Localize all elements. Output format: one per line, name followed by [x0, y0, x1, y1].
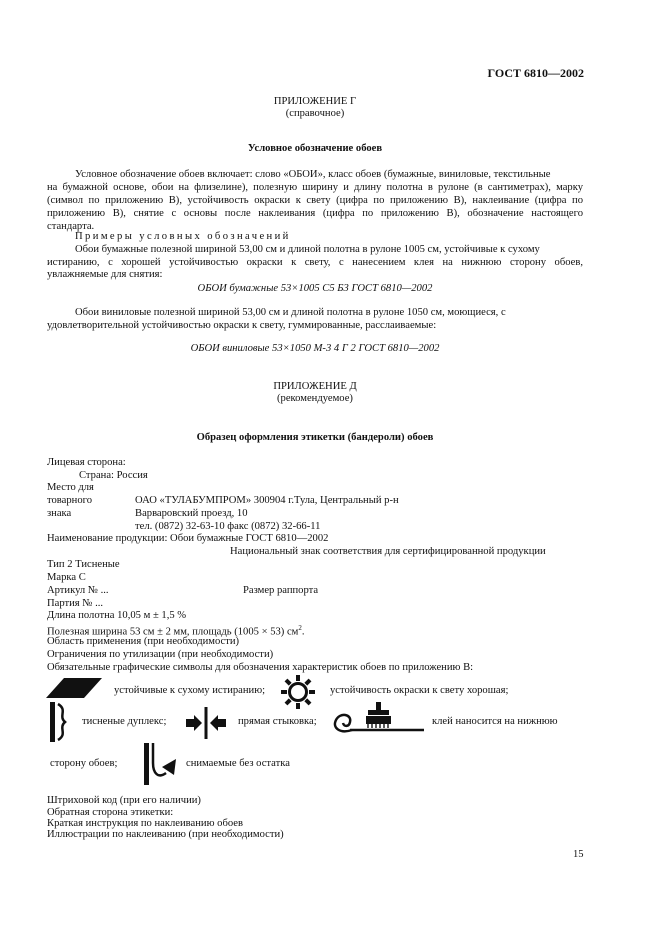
front-side-label: Лицевая сторона:	[47, 457, 126, 468]
example-line: Обои виниловые полезной шириной 53,00 см и длиной полотна в рулоне 1050 см, моющиеся, с	[75, 307, 506, 318]
company-line-3: тел. (0872) 32-63-10 факс (0872) 32-66-11	[135, 521, 321, 532]
examples-label: Примеры условных обозначений	[75, 231, 291, 242]
disposal-limits: Ограничения по утилизации (при необходимости)	[47, 649, 274, 660]
repeat-size: Размер раппорта	[243, 585, 319, 596]
example-1-designation: ОБОИ бумажные 53×1005 С5 Б3 ГОСТ 6810—2002	[197, 283, 433, 294]
trademark-place-2: товарного	[47, 495, 92, 506]
width-area-text: Полезная ширина 53 см ± 2 мм, площадь (1005 × 53) см	[47, 626, 299, 638]
application-area: Область применения (при необходимости)	[47, 636, 240, 647]
sun-icon	[281, 675, 315, 709]
appendix-g-title: ПРИЛОЖЕНИЕ Г	[273, 96, 357, 107]
batch: Партия № ...	[47, 598, 104, 609]
barcode-line: Штриховой код (при его наличии)	[47, 795, 201, 806]
paragraph-line: стандарта.	[47, 221, 95, 232]
appendix-g-status: (справочное)	[285, 108, 345, 119]
instruction-line: Краткая инструкция по наклеиванию обоев	[47, 818, 243, 829]
symbols-intro: Обязательные графические символы для обозначения характеристик обоев по приложению В:	[47, 662, 474, 673]
adhesive-back-icon	[330, 702, 424, 736]
removable-label: снимаемые без остатка	[186, 758, 290, 769]
company-line-2: Варваровский проезд, 10	[135, 508, 248, 519]
illustrations-line: Иллюстрации по наклеиванию (при необходимости)	[47, 829, 284, 840]
dry-abrasion-icon	[46, 676, 102, 700]
width-area-sup: 2	[298, 624, 302, 632]
wallpaper-type: Тип 2 Тисненые	[47, 559, 120, 570]
length: Длина полотна 10,05 м ± 1,5 %	[47, 610, 187, 621]
straight-match-icon	[186, 707, 226, 739]
paragraph-line: на бумажной основе, обои на флизелине), полезную ширину и длину полотна в рулоне (в сантиметрах), марку	[47, 182, 583, 193]
adhesive-label-cont: сторону обоев;	[50, 758, 118, 769]
national-mark: Национальный знак соответствия для сертифицированной продукции	[230, 546, 546, 557]
light-fastness-label: устойчивость окраски к свету хорошая;	[330, 685, 509, 696]
example-2-designation: ОБОИ виниловые 53×1050 М-3 4 Г 2 ГОСТ 6810—2002	[190, 343, 440, 354]
country: Страна: Россия	[79, 470, 148, 481]
paragraph-line: приложению В), снятие с основы после наклеивания (цифра по приложению В), обозначение настоящего	[47, 208, 583, 219]
appendix-d-status: (рекомендуемое)	[277, 393, 353, 404]
dry-abrasion-label: устойчивые к сухому истиранию;	[114, 685, 266, 696]
width-area-end: .	[301, 626, 305, 638]
paragraph-line: (символ по приложению В), устойчивость окраски к свету (цифра по приложению В), наклеивание (цифра по	[47, 195, 583, 206]
brand: Марка С	[47, 572, 86, 583]
appendix-g-heading: Условное обозначение обоев	[247, 143, 383, 154]
example-line: Обои бумажные полезной шириной 53,00 см и длиной полотна в рулоне 1005 см, устойчивые к сухому	[75, 244, 540, 255]
example-line: увлажняемые для снятия:	[47, 269, 163, 280]
adhesive-label: клей наносится на нижнюю	[432, 716, 558, 727]
appendix-d-title: ПРИЛОЖЕНИЕ Д	[273, 381, 357, 392]
embossed-duplex-label: тисненые дуплекс;	[82, 716, 167, 727]
standard-number: ГОСТ 6810—2002	[487, 66, 584, 80]
article: Артикул № ...	[47, 585, 109, 596]
embossed-duplex-icon	[48, 702, 72, 742]
page-number: 15	[573, 849, 584, 860]
appendix-d-heading: Образец оформления этикетки (бандероли) обоев	[196, 432, 434, 443]
product-name: Наименование продукции: Обои бумажные ГОСТ 6810—2002	[47, 533, 329, 544]
straight-match-label: прямая стыковка;	[238, 716, 317, 727]
trademark-place-1: Место для	[47, 482, 94, 493]
example-line: удовлетворительной устойчивостью окраски к свету, гуммированные, расслаиваемые:	[47, 320, 437, 331]
trademark-place-3: знака	[47, 508, 72, 519]
paragraph-line: Условное обозначение обоев включает: слово «ОБОИ», класс обоев (бумажные, виниловые, текстильные	[75, 169, 551, 180]
example-line: истиранию, с хорошей устойчивостью окраски к свету, с нанесением клея на нижнюю сторону обоев,	[47, 257, 583, 268]
removable-icon	[144, 743, 184, 785]
company-line-1: ОАО «ТУЛАБУМПРОМ» 300904 г.Тула, Центральный р-н	[135, 495, 399, 506]
back-side-label: Обратная сторона этикетки:	[47, 807, 174, 818]
